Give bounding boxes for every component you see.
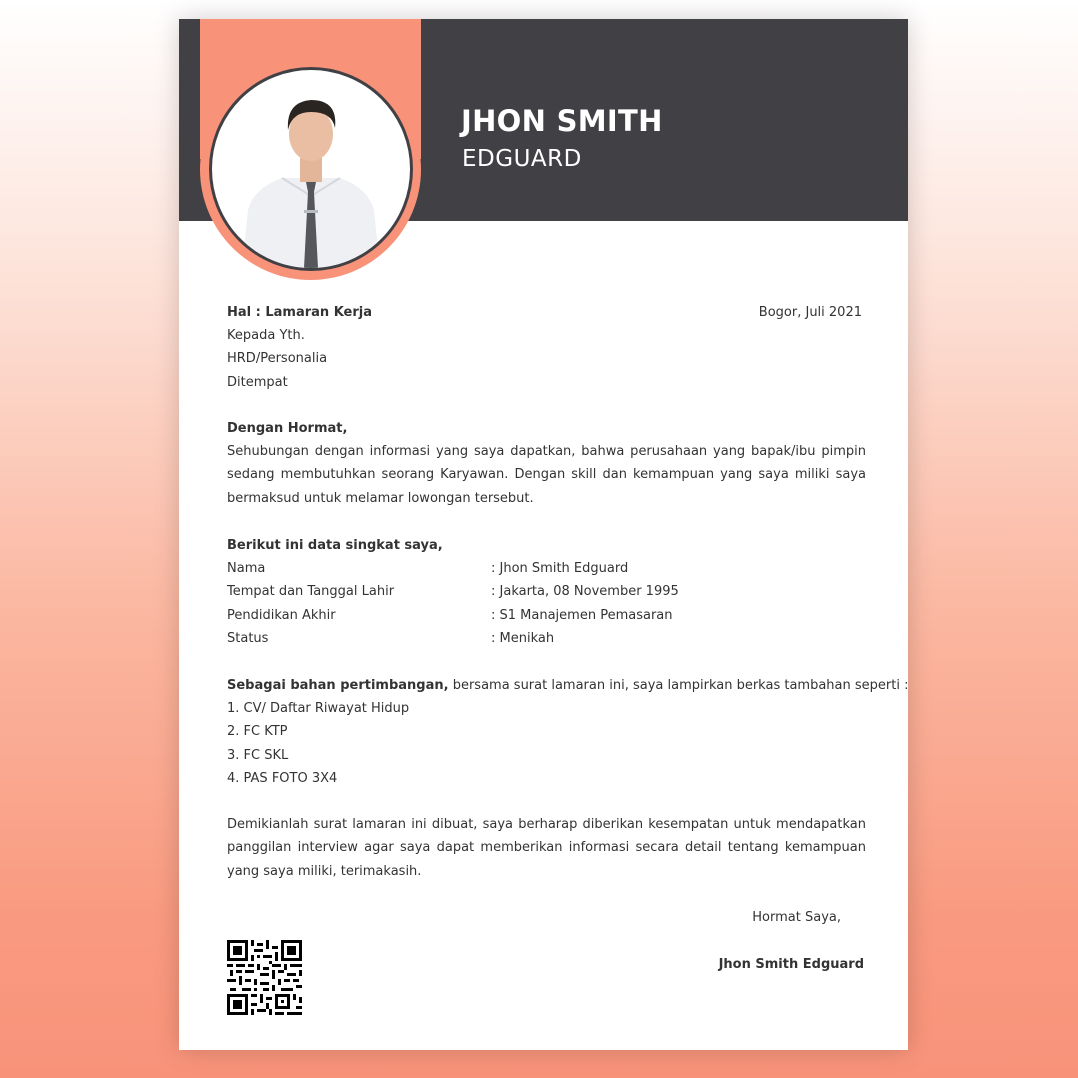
data-label: Nama [227,561,266,576]
attachments-intro [227,674,908,697]
data-label: Status [227,631,269,646]
data-label: Pendidikan Akhir [227,608,336,623]
attachment-item: 2. FC KTP [227,724,288,739]
recipient-line: Kepada Yth. [227,328,305,343]
place-date: Bogor, Juli 2021 [758,305,862,320]
data-label: Tempat dan Tanggal Lahir [227,584,395,599]
recipient-line: Ditempat [227,375,288,390]
attachments-intro-bold: Sebagai bahan pertimbangan, [227,678,449,693]
person-icon [212,70,410,268]
applicant-name: JHON SMITH [461,104,663,138]
data-value: : S1 Manajemen Pemasaran [491,608,673,623]
data-value: : Jakarta, 08 November 1995 [491,584,679,599]
profile-photo [209,67,413,271]
attachment-item: 1. CV/ Daftar Riwayat Hidup [227,701,410,716]
closing-paragraph: Demikianlah surat lamaran ini dibuat, saya berharap diberikan kesempatan untuk mendapatkan panggilan interview agar saya dapat memberikan informasi secara detail tentang kemampuan yang saya miliki, terimakasih. [227,817,866,879]
data-value: : Jhon Smith Edguard [491,561,629,576]
regards: Hormat Saya, [752,910,841,925]
cover-letter-page [179,19,908,1050]
attachment-item: 4. PAS FOTO 3X4 [227,771,338,786]
data-heading: Berikut ini data singkat saya, [227,538,443,553]
attachments-intro-rest: bersama surat lamaran ini, saya lampirkan berkas tambahan seperti : [448,678,908,693]
applicant-surname: EDGUARD [462,146,582,172]
recipient-line: HRD/Personalia [227,351,328,366]
greeting: Dengan Hormat, [227,421,348,436]
attachment-item: 3. FC SKL [227,748,289,763]
data-value: : Menikah [491,631,555,646]
qr-code-icon [227,940,302,1015]
intro-paragraph: Sehubungan dengan informasi yang saya dapatkan, bahwa perusahaan yang bapak/ibu pimpin sedang membutuhkan seorang Karyawan. Dengan skill dan kemampuan yang saya miliki saya bermaksud untuk melamar lowongan tersebut. [227,444,866,506]
signature-name: Jhon Smith Edguard [718,957,864,972]
subject-line: Hal : Lamaran Kerja [227,305,372,320]
